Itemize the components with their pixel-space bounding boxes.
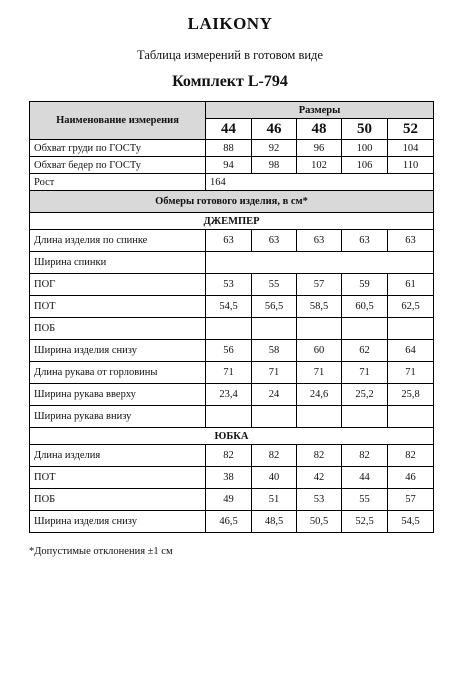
value-cell: 71 <box>388 362 434 384</box>
size-header: 44 <box>206 119 252 140</box>
value-cell: 96 <box>297 140 342 157</box>
header-row <box>30 102 434 119</box>
value-cell: 25,8 <box>388 384 434 406</box>
value-cell: 55 <box>342 489 388 511</box>
value-cell: 63 <box>206 230 252 252</box>
value-cell: 60 <box>297 340 342 362</box>
value-cell: 61 <box>388 274 434 296</box>
value-cell: 92 <box>252 140 297 157</box>
value-cell <box>252 406 297 428</box>
measurement-name: Длина рукава от горловины <box>30 362 206 384</box>
table-subtitle: Таблица измерений в готовом виде <box>137 48 323 62</box>
value-cell: 62 <box>342 340 388 362</box>
group-row <box>30 428 434 445</box>
kit-title: Комплект L-794 <box>172 73 288 90</box>
measurement-name: Ширина изделия снизу <box>30 511 206 533</box>
measurement-name: Ширина изделия снизу <box>30 340 206 362</box>
value-cell: 82 <box>297 445 342 467</box>
table-row <box>30 406 434 428</box>
table-row <box>30 511 434 533</box>
value-cell: 104 <box>388 140 434 157</box>
measurement-name: Рост <box>30 174 206 191</box>
value-cell: 82 <box>252 445 297 467</box>
value-cell: 54,5 <box>388 511 434 533</box>
value-cell <box>388 406 434 428</box>
sizes-header: Размеры <box>206 102 434 119</box>
value-cell: 58,5 <box>297 296 342 318</box>
value-cell: 63 <box>252 230 297 252</box>
value-cell: 56,5 <box>252 296 297 318</box>
table-row <box>30 157 434 174</box>
value-cell: 60,5 <box>342 296 388 318</box>
measurement-name: ПОТ <box>30 467 206 489</box>
value-cell: 64 <box>388 340 434 362</box>
value-cell: 55 <box>252 274 297 296</box>
size-header: 50 <box>342 119 388 140</box>
footnote: *Допустимые отклонения ±1 см <box>29 546 173 557</box>
measurement-name: Длина изделия <box>30 445 206 467</box>
value-cell: 63 <box>388 230 434 252</box>
value-cell: 106 <box>342 157 388 174</box>
value-cell-empty <box>206 252 434 274</box>
value-cell: 25,2 <box>342 384 388 406</box>
measurement-name: Обхват груди по ГОСТу <box>30 140 206 157</box>
size-header: 52 <box>388 119 434 140</box>
size-header: 48 <box>297 119 342 140</box>
group-title: ЮБКА <box>30 428 434 445</box>
height-value: 164 <box>206 174 434 191</box>
value-cell <box>252 318 297 340</box>
value-cell: 63 <box>342 230 388 252</box>
value-cell <box>206 406 252 428</box>
value-cell: 52,5 <box>342 511 388 533</box>
value-cell: 82 <box>206 445 252 467</box>
table-row <box>30 252 434 274</box>
value-cell: 56 <box>206 340 252 362</box>
table-row <box>30 489 434 511</box>
value-cell: 71 <box>297 362 342 384</box>
measurement-name: Ширина спинки <box>30 252 206 274</box>
group-title: ДЖЕМПЕР <box>30 213 434 230</box>
value-cell: 50,5 <box>297 511 342 533</box>
table-row <box>30 296 434 318</box>
value-cell: 94 <box>206 157 252 174</box>
table-row <box>30 384 434 406</box>
table-row <box>30 362 434 384</box>
value-cell: 62,5 <box>388 296 434 318</box>
value-cell: 102 <box>297 157 342 174</box>
measurement-name: ПОБ <box>30 489 206 511</box>
value-cell: 71 <box>342 362 388 384</box>
value-cell: 53 <box>206 274 252 296</box>
value-cell: 57 <box>388 489 434 511</box>
group-row <box>30 213 434 230</box>
value-cell: 58 <box>252 340 297 362</box>
value-cell: 71 <box>252 362 297 384</box>
value-cell: 46,5 <box>206 511 252 533</box>
value-cell: 57 <box>297 274 342 296</box>
brand-title: LAIKONY <box>187 14 273 33</box>
measurement-name: Обхват бедер по ГОСТу <box>30 157 206 174</box>
table-row <box>30 174 434 191</box>
value-cell <box>388 318 434 340</box>
value-cell: 46 <box>388 467 434 489</box>
value-cell <box>297 406 342 428</box>
measurement-name: ПОБ <box>30 318 206 340</box>
value-cell: 82 <box>342 445 388 467</box>
measurement-name: ПОТ <box>30 296 206 318</box>
value-cell: 82 <box>388 445 434 467</box>
value-cell: 71 <box>206 362 252 384</box>
value-cell: 63 <box>297 230 342 252</box>
table-row <box>30 445 434 467</box>
value-cell: 40 <box>252 467 297 489</box>
measurement-name: Ширина рукава вверху <box>30 384 206 406</box>
value-cell: 59 <box>342 274 388 296</box>
table-row <box>30 274 434 296</box>
value-cell: 54,5 <box>206 296 252 318</box>
measurement-name: Ширина рукава внизу <box>30 406 206 428</box>
table-row <box>30 318 434 340</box>
value-cell: 53 <box>297 489 342 511</box>
value-cell: 42 <box>297 467 342 489</box>
measurement-name: Длина изделия по спинке <box>30 230 206 252</box>
measurement-table <box>29 101 434 533</box>
value-cell <box>342 318 388 340</box>
value-cell: 44 <box>342 467 388 489</box>
value-cell <box>342 406 388 428</box>
value-cell: 98 <box>252 157 297 174</box>
value-cell: 23,4 <box>206 384 252 406</box>
table-row <box>30 230 434 252</box>
section-title: Обмеры готового изделия, в см* <box>30 191 434 213</box>
value-cell: 24 <box>252 384 297 406</box>
value-cell: 100 <box>342 140 388 157</box>
section-row <box>30 191 434 213</box>
measurement-name: ПОГ <box>30 274 206 296</box>
value-cell <box>297 318 342 340</box>
table-row <box>30 467 434 489</box>
size-header: 46 <box>252 119 297 140</box>
value-cell: 110 <box>388 157 434 174</box>
measurement-name-header: Наименование измерения <box>30 102 206 140</box>
value-cell: 48,5 <box>252 511 297 533</box>
value-cell: 51 <box>252 489 297 511</box>
value-cell: 88 <box>206 140 252 157</box>
value-cell <box>206 318 252 340</box>
value-cell: 38 <box>206 467 252 489</box>
value-cell: 49 <box>206 489 252 511</box>
table-row <box>30 140 434 157</box>
table-row <box>30 340 434 362</box>
value-cell: 24,6 <box>297 384 342 406</box>
